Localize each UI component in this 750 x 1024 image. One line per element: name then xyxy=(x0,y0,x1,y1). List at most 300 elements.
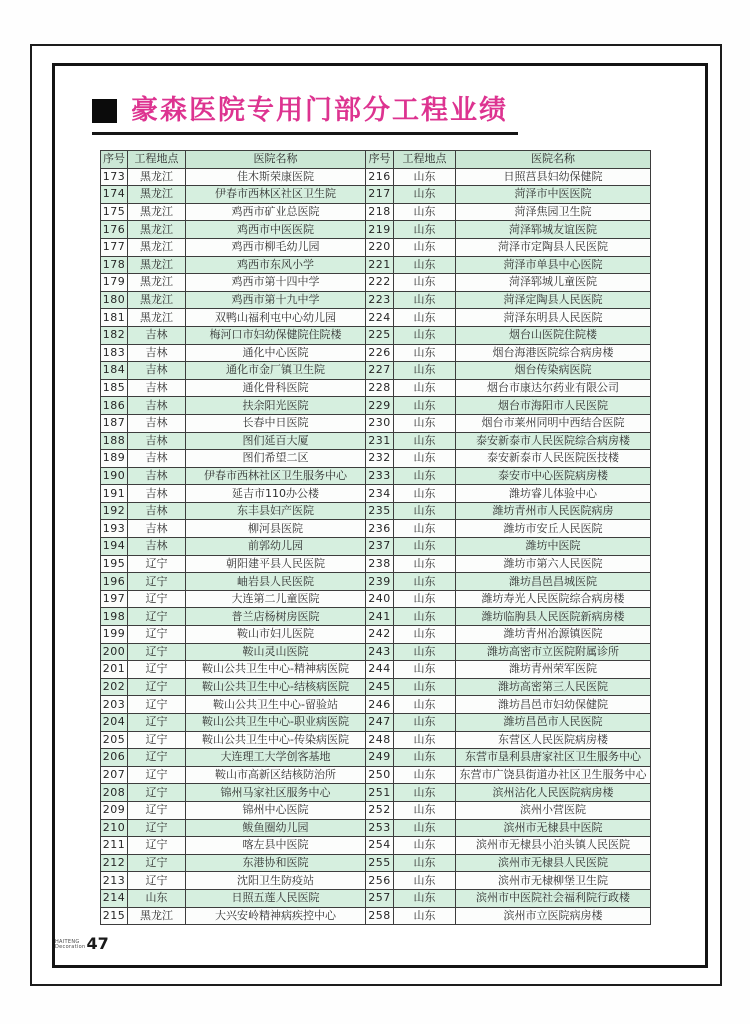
serial-cell: 244 xyxy=(366,661,394,679)
hospital-cell: 鞍山公共卫生中心-留验站 xyxy=(186,696,366,714)
table-row xyxy=(101,608,651,626)
location-cell: 山东 xyxy=(394,889,456,907)
hospital-cell: 菏泽郓城友谊医院 xyxy=(456,221,651,239)
title-block xyxy=(92,97,518,135)
serial-cell: 198 xyxy=(101,608,128,626)
location-cell: 山东 xyxy=(394,731,456,749)
hospital-cell: 鞍山灵山医院 xyxy=(186,643,366,661)
location-cell: 山东 xyxy=(394,344,456,362)
serial-cell: 233 xyxy=(366,467,394,485)
hospital-cell: 潍坊青州冶源镇医院 xyxy=(456,626,651,644)
hospital-cell: 梅河口市妇幼保健院住院楼 xyxy=(186,326,366,344)
serial-cell: 243 xyxy=(366,643,394,661)
hospital-cell: 滨州市中医院社会福利院行政楼 xyxy=(456,889,651,907)
location-cell: 山东 xyxy=(394,467,456,485)
table-row xyxy=(101,379,651,397)
serial-cell: 236 xyxy=(366,520,394,538)
hospital-cell: 鲅鱼圈幼儿园 xyxy=(186,819,366,837)
serial-cell: 193 xyxy=(101,520,128,538)
serial-cell: 179 xyxy=(101,274,128,292)
serial-cell: 238 xyxy=(366,555,394,573)
location-cell: 山东 xyxy=(394,309,456,327)
serial-cell: 256 xyxy=(366,872,394,890)
serial-cell: 201 xyxy=(101,661,128,679)
projects-table xyxy=(100,150,651,925)
location-cell: 吉林 xyxy=(128,467,186,485)
location-cell: 山东 xyxy=(394,678,456,696)
location-cell: 辽宁 xyxy=(128,608,186,626)
serial-cell: 196 xyxy=(101,573,128,591)
location-cell: 山东 xyxy=(394,274,456,292)
hospital-cell: 滨州市无棣县小泊头镇人民医院 xyxy=(456,837,651,855)
table-row xyxy=(101,362,651,380)
serial-cell: 213 xyxy=(101,872,128,890)
location-cell: 山东 xyxy=(394,801,456,819)
hospital-cell: 通化骨科医院 xyxy=(186,379,366,397)
hospital-cell: 菏泽定陶县人民医院 xyxy=(456,291,651,309)
hospital-cell: 潍坊寿光人民医院综合病房楼 xyxy=(456,590,651,608)
hospital-cell: 锦州马家社区服务中心 xyxy=(186,784,366,802)
hospital-cell: 菏泽市定陶县人民医院 xyxy=(456,238,651,256)
serial-cell: 234 xyxy=(366,485,394,503)
location-cell: 山东 xyxy=(394,749,456,767)
hospital-cell: 烟台传染病医院 xyxy=(456,362,651,380)
column-header-left-0: 序号 xyxy=(101,151,128,169)
serial-cell: 250 xyxy=(366,766,394,784)
hospital-cell: 菏泽焦园卫生院 xyxy=(456,203,651,221)
hospital-cell: 鸡西市东风小学 xyxy=(186,256,366,274)
table-row xyxy=(101,731,651,749)
hospital-cell: 东丰县妇产医院 xyxy=(186,502,366,520)
page-title: 豪森医院专用门部分工程业绩 xyxy=(131,95,508,126)
serial-cell: 184 xyxy=(101,362,128,380)
serial-cell: 257 xyxy=(366,889,394,907)
location-cell: 黑龙江 xyxy=(128,274,186,292)
table-row xyxy=(101,643,651,661)
location-cell: 辽宁 xyxy=(128,573,186,591)
table-row xyxy=(101,749,651,767)
serial-cell: 218 xyxy=(366,203,394,221)
hospital-cell: 菏泽郓城儿童医院 xyxy=(456,274,651,292)
location-cell: 山东 xyxy=(394,661,456,679)
hospital-cell: 东营市垦利县唐家社区卫生服务中心 xyxy=(456,749,651,767)
location-cell: 辽宁 xyxy=(128,854,186,872)
table-row xyxy=(101,397,651,415)
hospital-cell: 大连理工大学创客基地 xyxy=(186,749,366,767)
hospital-cell: 柳河县医院 xyxy=(186,520,366,538)
location-cell: 吉林 xyxy=(128,414,186,432)
serial-cell: 181 xyxy=(101,309,128,327)
location-cell: 山东 xyxy=(394,485,456,503)
location-cell: 吉林 xyxy=(128,450,186,468)
table-row xyxy=(101,485,651,503)
hospital-cell: 大连第二儿童医院 xyxy=(186,590,366,608)
hospital-cell: 日照莒县妇幼保健院 xyxy=(456,168,651,186)
hospital-cell: 东营区人民医院病房楼 xyxy=(456,731,651,749)
table-row xyxy=(101,801,651,819)
hospital-cell: 潍坊睿儿体验中心 xyxy=(456,485,651,503)
serial-cell: 212 xyxy=(101,854,128,872)
hospital-cell: 滨州市立医院病房楼 xyxy=(456,907,651,925)
location-cell: 山东 xyxy=(394,221,456,239)
hospital-cell: 鞍山公共卫生中心-精神病医院 xyxy=(186,661,366,679)
hospital-cell: 喀左县中医院 xyxy=(186,837,366,855)
serial-cell: 211 xyxy=(101,837,128,855)
hospital-cell: 潍坊市安丘人民医院 xyxy=(456,520,651,538)
location-cell: 山东 xyxy=(394,397,456,415)
hospital-cell: 泰安新泰市人民医院综合病房楼 xyxy=(456,432,651,450)
serial-cell: 220 xyxy=(366,238,394,256)
serial-cell: 185 xyxy=(101,379,128,397)
location-cell: 山东 xyxy=(394,520,456,538)
location-cell: 辽宁 xyxy=(128,661,186,679)
location-cell: 山东 xyxy=(394,784,456,802)
serial-cell: 188 xyxy=(101,432,128,450)
serial-cell: 219 xyxy=(366,221,394,239)
hospital-cell: 东营市广饶县街道办社区卫生服务中心 xyxy=(456,766,651,784)
location-cell: 山东 xyxy=(394,432,456,450)
location-cell: 吉林 xyxy=(128,502,186,520)
location-cell: 山东 xyxy=(394,854,456,872)
hospital-cell: 鸡西市中医医院 xyxy=(186,221,366,239)
location-cell: 山东 xyxy=(394,168,456,186)
table-row xyxy=(101,766,651,784)
location-cell: 山东 xyxy=(394,555,456,573)
table-row xyxy=(101,889,651,907)
serial-cell: 208 xyxy=(101,784,128,802)
serial-cell: 207 xyxy=(101,766,128,784)
serial-cell: 189 xyxy=(101,450,128,468)
table-row xyxy=(101,555,651,573)
hospital-cell: 滨州小营医院 xyxy=(456,801,651,819)
serial-cell: 246 xyxy=(366,696,394,714)
location-cell: 黑龙江 xyxy=(128,221,186,239)
hospital-cell: 滨州沾化人民医院病房楼 xyxy=(456,784,651,802)
serial-cell: 215 xyxy=(101,907,128,925)
serial-cell: 251 xyxy=(366,784,394,802)
location-cell: 辽宁 xyxy=(128,731,186,749)
serial-cell: 190 xyxy=(101,467,128,485)
serial-cell: 192 xyxy=(101,502,128,520)
serial-cell: 205 xyxy=(101,731,128,749)
serial-cell: 241 xyxy=(366,608,394,626)
serial-cell: 235 xyxy=(366,502,394,520)
location-cell: 山东 xyxy=(394,186,456,204)
serial-cell: 175 xyxy=(101,203,128,221)
hospital-cell: 潍坊高密市立医院附属诊所 xyxy=(456,643,651,661)
header-row xyxy=(101,151,651,169)
table-row xyxy=(101,309,651,327)
hospital-cell: 东港协和医院 xyxy=(186,854,366,872)
hospital-cell: 岫岩县人民医院 xyxy=(186,573,366,591)
serial-cell: 242 xyxy=(366,626,394,644)
serial-cell: 228 xyxy=(366,379,394,397)
table-row xyxy=(101,837,651,855)
serial-cell: 229 xyxy=(366,397,394,415)
projects-table-body xyxy=(101,168,651,925)
serial-cell: 226 xyxy=(366,344,394,362)
hospital-cell: 鞍山市高新区结核防治所 xyxy=(186,766,366,784)
location-cell: 山东 xyxy=(394,819,456,837)
serial-cell: 210 xyxy=(101,819,128,837)
hospital-cell: 菏泽市单县中心医院 xyxy=(456,256,651,274)
location-cell: 辽宁 xyxy=(128,749,186,767)
location-cell: 黑龙江 xyxy=(128,203,186,221)
hospital-cell: 泰安新泰市人民医院医技楼 xyxy=(456,450,651,468)
location-cell: 吉林 xyxy=(128,538,186,556)
location-cell: 山东 xyxy=(394,872,456,890)
serial-cell: 255 xyxy=(366,854,394,872)
table-row xyxy=(101,784,651,802)
serial-cell: 186 xyxy=(101,397,128,415)
serial-cell: 176 xyxy=(101,221,128,239)
location-cell: 吉林 xyxy=(128,397,186,415)
serial-cell: 200 xyxy=(101,643,128,661)
table-row xyxy=(101,168,651,186)
hospital-cell: 烟台市莱州同明中西结合医院 xyxy=(456,414,651,432)
hospital-cell: 潍坊昌邑市妇幼保健院 xyxy=(456,696,651,714)
hospital-cell: 延吉市110办公楼 xyxy=(186,485,366,503)
page-number: 47 xyxy=(86,934,109,953)
serial-cell: 217 xyxy=(366,186,394,204)
serial-cell: 222 xyxy=(366,274,394,292)
table-row xyxy=(101,626,651,644)
hospital-cell: 潍坊市第六人民医院 xyxy=(456,555,651,573)
location-cell: 山东 xyxy=(394,714,456,732)
serial-cell: 253 xyxy=(366,819,394,837)
serial-cell: 237 xyxy=(366,538,394,556)
table-row xyxy=(101,520,651,538)
location-cell: 山东 xyxy=(394,837,456,855)
hospital-cell: 烟台海港医院综合病房楼 xyxy=(456,344,651,362)
location-cell: 辽宁 xyxy=(128,714,186,732)
hospital-cell: 日照五莲人民医院 xyxy=(186,889,366,907)
location-cell: 黑龙江 xyxy=(128,238,186,256)
serial-cell: 191 xyxy=(101,485,128,503)
location-cell: 辽宁 xyxy=(128,643,186,661)
location-cell: 辽宁 xyxy=(128,590,186,608)
location-cell: 山东 xyxy=(394,766,456,784)
serial-cell: 173 xyxy=(101,168,128,186)
serial-cell: 247 xyxy=(366,714,394,732)
brand-line2: Decoration xyxy=(55,944,86,950)
location-cell: 辽宁 xyxy=(128,626,186,644)
hospital-cell: 通化中心医院 xyxy=(186,344,366,362)
location-cell: 山东 xyxy=(394,573,456,591)
hospital-cell: 前郭幼儿园 xyxy=(186,538,366,556)
hospital-cell: 滨州市无棣柳堡卫生院 xyxy=(456,872,651,890)
hospital-cell: 潍坊中医院 xyxy=(456,538,651,556)
hospital-cell: 鸡西市第十四中学 xyxy=(186,274,366,292)
hospital-cell: 鞍山公共卫生中心-结核病医院 xyxy=(186,678,366,696)
square-bullet-icon xyxy=(92,99,117,123)
hospital-cell: 伊春市西林社区卫生服务中心 xyxy=(186,467,366,485)
hospital-cell: 菏泽市中医医院 xyxy=(456,186,651,204)
location-cell: 山东 xyxy=(394,326,456,344)
location-cell: 黑龙江 xyxy=(128,256,186,274)
table-row xyxy=(101,590,651,608)
hospital-cell: 鞍山市妇儿医院 xyxy=(186,626,366,644)
serial-cell: 224 xyxy=(366,309,394,327)
location-cell: 黑龙江 xyxy=(128,168,186,186)
serial-cell: 249 xyxy=(366,749,394,767)
serial-cell: 248 xyxy=(366,731,394,749)
location-cell: 吉林 xyxy=(128,344,186,362)
serial-cell: 199 xyxy=(101,626,128,644)
brand-line1: HAITENG xyxy=(55,939,80,945)
location-cell: 山东 xyxy=(394,379,456,397)
location-cell: 山东 xyxy=(394,696,456,714)
serial-cell: 216 xyxy=(366,168,394,186)
table-row xyxy=(101,326,651,344)
table-row xyxy=(101,819,651,837)
serial-cell: 194 xyxy=(101,538,128,556)
location-cell: 辽宁 xyxy=(128,678,186,696)
serial-cell: 177 xyxy=(101,238,128,256)
hospital-cell: 鸡西市矿业总医院 xyxy=(186,203,366,221)
hospital-cell: 锦州中心医院 xyxy=(186,801,366,819)
serial-cell: 202 xyxy=(101,678,128,696)
hospital-cell: 佳木斯荣康医院 xyxy=(186,168,366,186)
table-row xyxy=(101,854,651,872)
serial-cell: 225 xyxy=(366,326,394,344)
hospital-cell: 潍坊昌邑市人民医院 xyxy=(456,714,651,732)
location-cell: 山东 xyxy=(128,889,186,907)
serial-cell: 221 xyxy=(366,256,394,274)
serial-cell: 227 xyxy=(366,362,394,380)
table-row xyxy=(101,274,651,292)
table-row xyxy=(101,344,651,362)
location-cell: 山东 xyxy=(394,291,456,309)
table-row xyxy=(101,872,651,890)
location-cell: 辽宁 xyxy=(128,555,186,573)
location-cell: 吉林 xyxy=(128,379,186,397)
serial-cell: 209 xyxy=(101,801,128,819)
serial-cell: 206 xyxy=(101,749,128,767)
serial-cell: 258 xyxy=(366,907,394,925)
brand-mark xyxy=(55,940,85,950)
projects-table-header xyxy=(101,151,651,169)
table-row xyxy=(101,186,651,204)
table-row xyxy=(101,696,651,714)
hospital-cell: 沈阳卫生防疫站 xyxy=(186,872,366,890)
hospital-cell: 菏泽东明县人民医院 xyxy=(456,309,651,327)
hospital-cell: 扶余阳光医院 xyxy=(186,397,366,415)
column-header-right-0: 序号 xyxy=(366,151,394,169)
location-cell: 吉林 xyxy=(128,520,186,538)
hospital-cell: 鞍山公共卫生中心-传染病医院 xyxy=(186,731,366,749)
serial-cell: 231 xyxy=(366,432,394,450)
serial-cell: 180 xyxy=(101,291,128,309)
serial-cell: 232 xyxy=(366,450,394,468)
table-row xyxy=(101,502,651,520)
hospital-cell: 泰安市中心医院病房楼 xyxy=(456,467,651,485)
serial-cell: 252 xyxy=(366,801,394,819)
location-cell: 辽宁 xyxy=(128,801,186,819)
location-cell: 山东 xyxy=(394,590,456,608)
column-header-left-1: 工程地点 xyxy=(128,151,186,169)
serial-cell: 182 xyxy=(101,326,128,344)
location-cell: 吉林 xyxy=(128,326,186,344)
serial-cell: 183 xyxy=(101,344,128,362)
location-cell: 山东 xyxy=(394,502,456,520)
hospital-cell: 鸡西市第十九中学 xyxy=(186,291,366,309)
table-row xyxy=(101,238,651,256)
table-row xyxy=(101,714,651,732)
hospital-cell: 潍坊青州市人民医院病房 xyxy=(456,502,651,520)
location-cell: 辽宁 xyxy=(128,872,186,890)
hospital-cell: 潍坊临朐县人民医院新病房楼 xyxy=(456,608,651,626)
serial-cell: 214 xyxy=(101,889,128,907)
table-row xyxy=(101,573,651,591)
location-cell: 山东 xyxy=(394,238,456,256)
location-cell: 辽宁 xyxy=(128,837,186,855)
table-row xyxy=(101,414,651,432)
hospital-cell: 图们希望二区 xyxy=(186,450,366,468)
location-cell: 山东 xyxy=(394,907,456,925)
serial-cell: 178 xyxy=(101,256,128,274)
hospital-cell: 鸡西市柳毛幼儿园 xyxy=(186,238,366,256)
serial-cell: 223 xyxy=(366,291,394,309)
serial-cell: 230 xyxy=(366,414,394,432)
serial-cell: 239 xyxy=(366,573,394,591)
table-row xyxy=(101,661,651,679)
serial-cell: 254 xyxy=(366,837,394,855)
location-cell: 山东 xyxy=(394,608,456,626)
location-cell: 山东 xyxy=(394,414,456,432)
location-cell: 辽宁 xyxy=(128,784,186,802)
location-cell: 吉林 xyxy=(128,485,186,503)
hospital-cell: 双鸭山福利屯中心幼儿园 xyxy=(186,309,366,327)
hospital-cell: 朝阳建平县人民医院 xyxy=(186,555,366,573)
serial-cell: 245 xyxy=(366,678,394,696)
hospital-cell: 长春中日医院 xyxy=(186,414,366,432)
column-header-right-2: 医院名称 xyxy=(456,151,651,169)
serial-cell: 203 xyxy=(101,696,128,714)
hospital-cell: 潍坊昌邑昌城医院 xyxy=(456,573,651,591)
location-cell: 山东 xyxy=(394,538,456,556)
location-cell: 山东 xyxy=(394,450,456,468)
serial-cell: 174 xyxy=(101,186,128,204)
hospital-cell: 烟台山医院住院楼 xyxy=(456,326,651,344)
table-row xyxy=(101,221,651,239)
hospital-cell: 滨州市无棣县人民医院 xyxy=(456,854,651,872)
column-header-left-2: 医院名称 xyxy=(186,151,366,169)
hospital-cell: 潍坊高密第三人民医院 xyxy=(456,678,651,696)
hospital-cell: 伊春市西林区社区卫生院 xyxy=(186,186,366,204)
serial-cell: 187 xyxy=(101,414,128,432)
table-row xyxy=(101,432,651,450)
hospital-cell: 烟台市海阳市人民医院 xyxy=(456,397,651,415)
location-cell: 辽宁 xyxy=(128,819,186,837)
page-footer xyxy=(55,934,109,953)
table-row xyxy=(101,907,651,925)
table-row xyxy=(101,291,651,309)
hospital-cell: 鞍山公共卫生中心-职业病医院 xyxy=(186,714,366,732)
hospital-cell: 通化市金厂镇卫生院 xyxy=(186,362,366,380)
table-row xyxy=(101,256,651,274)
hospital-cell: 普兰店杨树房医院 xyxy=(186,608,366,626)
location-cell: 山东 xyxy=(394,362,456,380)
hospital-cell: 图们延百大厦 xyxy=(186,432,366,450)
location-cell: 黑龙江 xyxy=(128,186,186,204)
location-cell: 山东 xyxy=(394,626,456,644)
hospital-cell: 滨州市无棣县中医院 xyxy=(456,819,651,837)
hospital-cell: 大兴安岭精神病疾控中心 xyxy=(186,907,366,925)
hospital-cell: 潍坊青州荣军医院 xyxy=(456,661,651,679)
location-cell: 黑龙江 xyxy=(128,907,186,925)
location-cell: 黑龙江 xyxy=(128,309,186,327)
